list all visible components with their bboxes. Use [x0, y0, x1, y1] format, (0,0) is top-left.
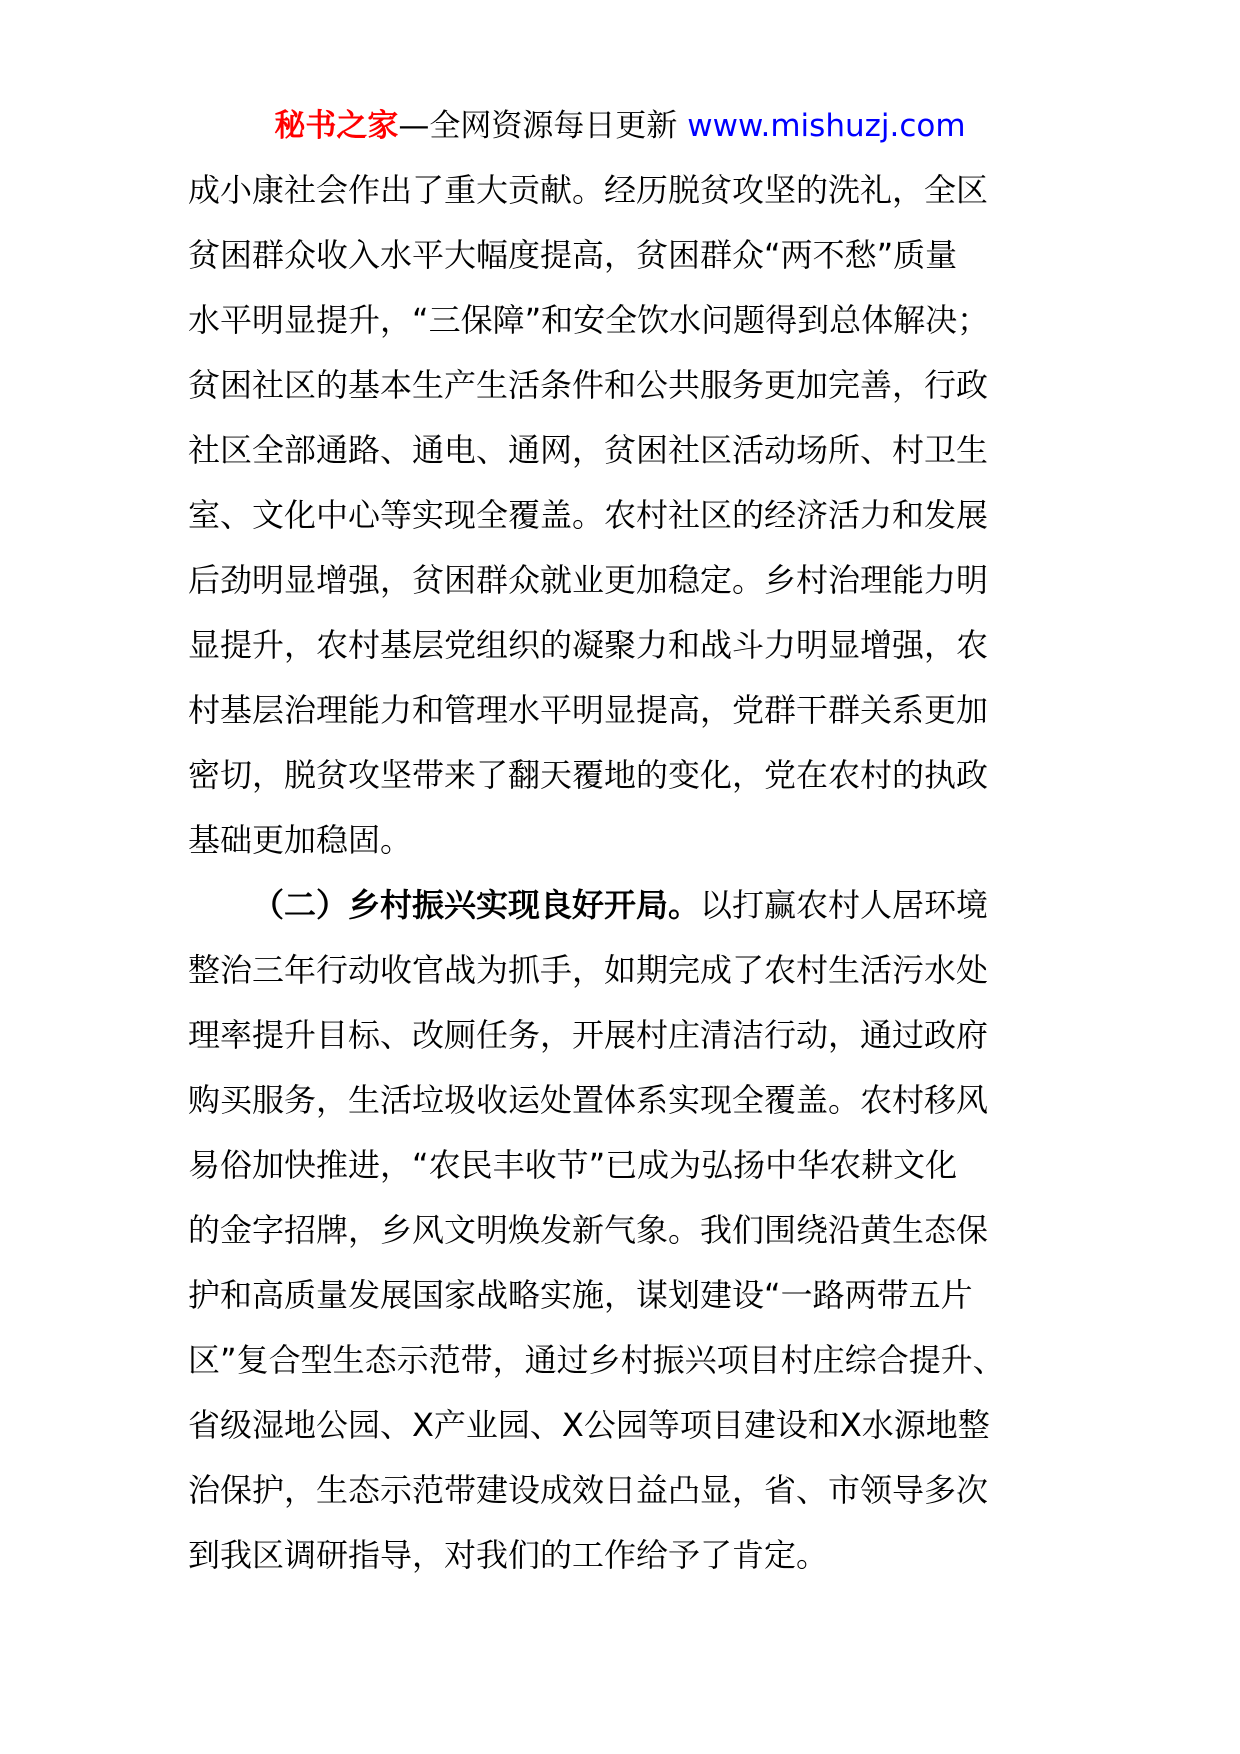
text-line: 水平明显提升，“三保障”和安全饮水问题得到总体解决； — [188, 301, 990, 339]
text-line: 区”复合型生态示范带，通过乡村振兴项目村庄综合提升、 — [188, 1341, 1005, 1379]
text-line: 的金字招牌，乡风文明焕发新气象。我们围绕沿黄生态保 — [188, 1211, 989, 1249]
text-span: 以打赢农村人居环境 — [700, 886, 989, 924]
text-line: 室、文化中心等实现全覆盖。农村社区的经济活力和发展 — [188, 496, 989, 534]
text-line: 到我区调研指导，对我们的工作给予了肯定。 — [188, 1536, 829, 1574]
text-line: 护和高质量发展国家战略实施，谋划建设“一路两带五片 — [188, 1276, 973, 1314]
website-link[interactable]: www.mishuzj.com — [687, 108, 966, 144]
paragraph-1 — [188, 158, 1068, 873]
text-line: 治保护，生态示范带建设成效日益凸显，省、市领导多次 — [188, 1471, 989, 1509]
text-line: 理率提升目标、改厕任务，开展村庄清洁行动，通过政府 — [188, 1016, 989, 1054]
header-slogan: —全网资源每日更新 — [398, 108, 688, 144]
text-line: 易俗加快推进，“农民丰收节”已成为弘扬中华农耕文化 — [188, 1146, 958, 1184]
text-line: 成小康社会作出了重大贡献。经历脱贫攻坚的洗礼，全区 — [188, 171, 989, 209]
section-heading: （二）乡村振兴实现良好开局。 — [252, 886, 701, 924]
text-line: 村基层治理能力和管理水平明显提高，党群干群关系更加 — [188, 691, 989, 729]
text-line: 贫困社区的基本生产生活条件和公共服务更加完善，行政 — [188, 366, 989, 404]
paragraph-2 — [188, 873, 1068, 1588]
text-line: 购买服务，生活垃圾收运处置体系实现全覆盖。农村移风 — [188, 1081, 989, 1119]
brand-name: 秘书之家 — [274, 108, 399, 144]
text-line: 整治三年行动收官战为抓手，如期完成了农村生活污水处 — [188, 951, 989, 989]
text-line: 省级湿地公园、X产业园、X公园等项目建设和X水源地整 — [188, 1406, 990, 1444]
text-line: 显提升，农村基层党组织的凝聚力和战斗力明显增强，农 — [188, 626, 989, 664]
text-line: 社区全部通路、通电、通网，贫困社区活动场所、村卫生 — [188, 431, 989, 469]
text-line: 基础更加稳固。 — [188, 821, 413, 859]
text-line: 密切，脱贫攻坚带来了翻天覆地的变化，党在农村的执政 — [188, 756, 989, 794]
page-header — [0, 98, 1240, 154]
document-body — [188, 158, 1068, 1588]
paragraph-2-first-line — [188, 873, 1068, 938]
text-line: 后劲明显增强，贫困群众就业更加稳定。乡村治理能力明 — [188, 561, 989, 599]
text-line: 贫困群众收入水平大幅度提高，贫困群众“两不愁”质量 — [188, 236, 958, 274]
